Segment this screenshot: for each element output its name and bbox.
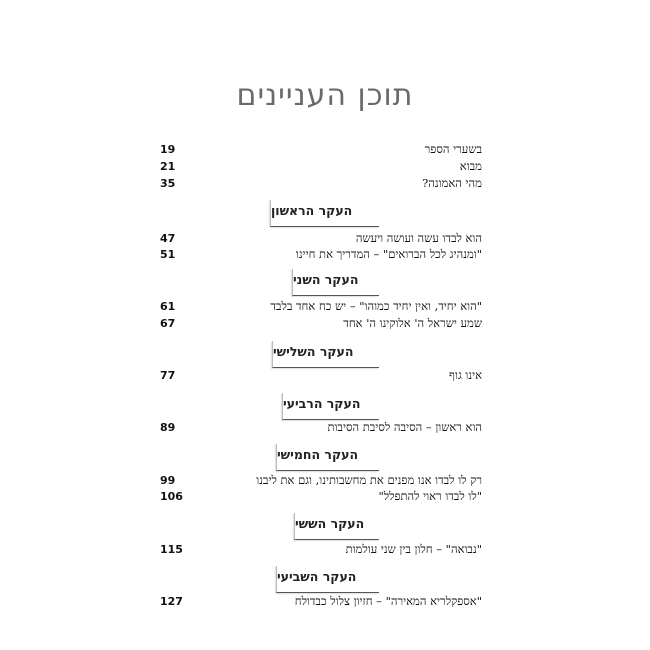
toc-entry-text: הוא לבדו עשה ועושה ויעשה bbox=[355, 231, 482, 245]
toc-entry-text: רק לו לבדו אנו מפנים את מחשבותינו, וגם את ליבנו bbox=[256, 473, 482, 487]
toc-entry[interactable] bbox=[160, 488, 482, 504]
toc-entry-text: "נבואה" – חלון בין שני עולמות bbox=[345, 542, 482, 556]
toc-entry-page: 115 bbox=[160, 542, 183, 556]
toc-entry-text: מהי האמונה? bbox=[422, 176, 482, 190]
section-heading-label: העקר השני bbox=[293, 272, 359, 287]
toc-entry[interactable] bbox=[160, 141, 482, 157]
toc-entry-text: "לו לבדו ראוי להתפלל" bbox=[378, 489, 482, 503]
section-heading bbox=[270, 200, 379, 227]
section-heading-label: העקר הראשון bbox=[271, 203, 353, 218]
toc-entry[interactable] bbox=[160, 246, 482, 262]
toc-entry[interactable] bbox=[160, 315, 482, 331]
toc-entry[interactable] bbox=[160, 175, 482, 191]
section-heading bbox=[276, 566, 379, 593]
toc-entry-page: 61 bbox=[160, 299, 176, 313]
toc-entry[interactable] bbox=[160, 419, 482, 435]
toc-entry-text: הוא ראשון – הסיבה לסיבת הסיבות bbox=[327, 420, 482, 434]
section-heading-label: העקר השלישי bbox=[273, 344, 354, 359]
toc-entry[interactable] bbox=[160, 472, 482, 488]
toc-entry[interactable] bbox=[160, 367, 482, 383]
section-heading bbox=[272, 341, 379, 368]
toc-entry[interactable] bbox=[160, 593, 482, 609]
section-heading-label: העקר השביעי bbox=[277, 569, 357, 584]
toc-entry[interactable] bbox=[160, 230, 482, 246]
toc-entry-text: "אספקלריא המאירה" – חזיון צלול כבדולח bbox=[294, 594, 482, 608]
toc-entry-page: 99 bbox=[160, 473, 176, 487]
toc-entry-page: 47 bbox=[160, 231, 176, 245]
toc-entry-page: 77 bbox=[160, 368, 176, 382]
toc-entry-page: 127 bbox=[160, 594, 183, 608]
section-heading-label: העקר הששי bbox=[295, 516, 365, 531]
toc-entry-page: 89 bbox=[160, 420, 176, 434]
toc-entry-text: מבוא bbox=[459, 159, 482, 173]
toc-entry-page: 21 bbox=[160, 159, 176, 173]
section-heading bbox=[292, 269, 379, 296]
page-title: תוכן העניינים bbox=[236, 78, 414, 113]
section-heading bbox=[276, 444, 379, 471]
toc-entry-text: בשערי הספר bbox=[424, 142, 482, 156]
toc-entry-page: 51 bbox=[160, 247, 176, 261]
toc-entry-page: 106 bbox=[160, 489, 183, 503]
toc-entry-page: 67 bbox=[160, 316, 176, 330]
section-heading-label: העקר החמישי bbox=[277, 447, 359, 462]
section-heading bbox=[294, 513, 379, 540]
toc-entry-page: 35 bbox=[160, 176, 176, 190]
toc-entry-page: 19 bbox=[160, 142, 176, 156]
toc-entry-text: שמע ישראל ה' אלוקינו ה' אחד bbox=[343, 316, 482, 330]
toc-entry-text: אינו גוף bbox=[449, 368, 482, 382]
section-heading bbox=[282, 393, 379, 420]
toc-entry[interactable] bbox=[160, 158, 482, 174]
toc-entry-text: "הוא יחיד, ואין יחיד כמוהו" – יש כח אחד בלבד bbox=[270, 299, 482, 313]
toc-entry[interactable] bbox=[160, 541, 482, 557]
toc-entry[interactable] bbox=[160, 298, 482, 314]
section-heading-label: העקר הרביעי bbox=[283, 396, 361, 411]
toc-entry-text: "ומנהיג לכל הברואים" – המדריך את חיינו bbox=[295, 247, 482, 261]
